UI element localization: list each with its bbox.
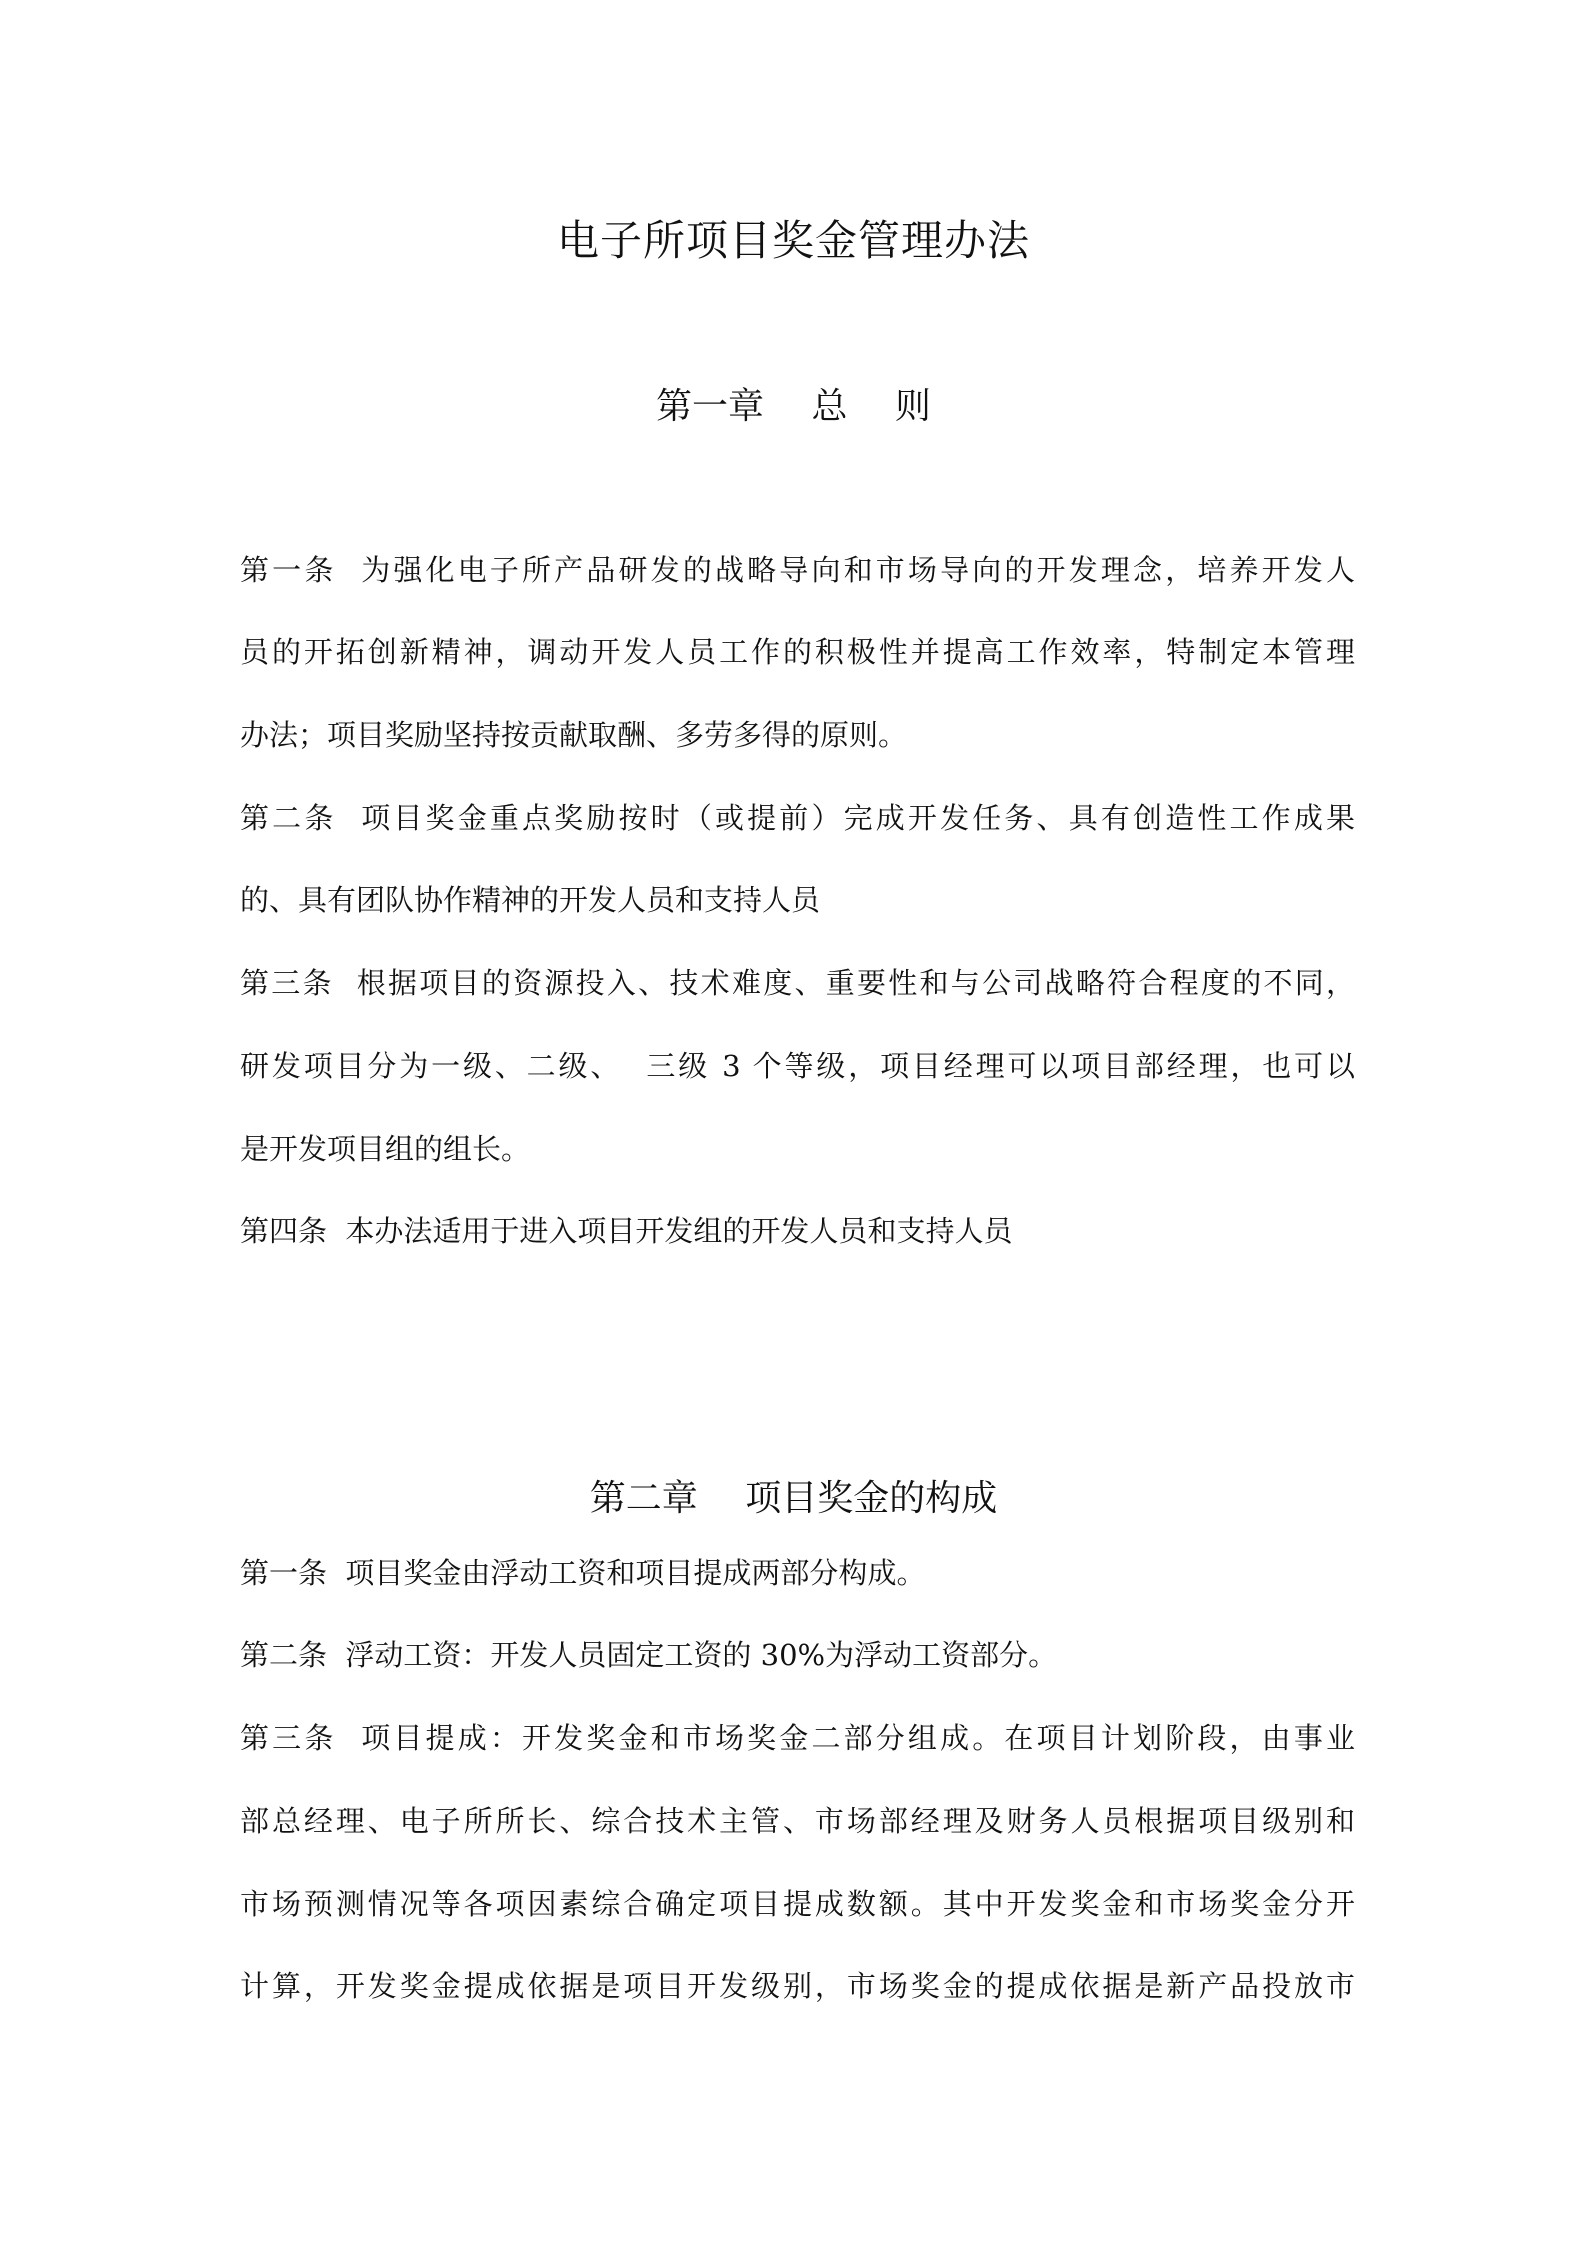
chapter-1-heading: 第一章 总 则 <box>656 386 931 427</box>
chapter-2-line: 第一条 项目奖金由浮动工资和项目提成两部分构成。 <box>240 1556 926 1590</box>
chapter-2-line: 计算，开发奖金提成依据是项目开发级别，市场奖金的提成依据是新产品投放市 <box>240 1969 1355 2003</box>
chapter-1-line: 是开发项目组的组长。 <box>240 1132 531 1166</box>
chapter-1-line: 第一条 为强化电子所产品研发的战略导向和市场导向的开发理念，培养开发人 <box>240 553 1355 587</box>
chapter-1-line: 研发项目分为一级、二级、 三级 3 个等级，项目经理可以项目部经理，也可以 <box>240 1049 1355 1083</box>
chapter-1-line: 第二条 项目奖金重点奖励按时（或提前）完成开发任务、具有创造性工作成果 <box>240 801 1355 835</box>
chapter-2-line: 市场预测情况等各项因素综合确定项目提成数额。其中开发奖金和市场奖金分开 <box>240 1887 1355 1921</box>
chapter-1-line: 员的开拓创新精神，调动开发人员工作的积极性并提高工作效率，特制定本管理 <box>240 635 1355 669</box>
document-title: 电子所项目奖金管理办法 <box>556 216 1030 265</box>
chapter-2-line: 第二条 浮动工资：开发人员固定工资的 30%为浮动工资部分。 <box>240 1638 1058 1672</box>
chapter-1-line: 第三条 根据项目的资源投入、技术难度、重要性和与公司战略符合程度的不同， <box>240 966 1355 1000</box>
chapter-2-line: 第三条 项目提成：开发奖金和市场奖金二部分组成。在项目计划阶段，由事业 <box>240 1721 1355 1755</box>
chapter-1-line: 第四条 本办法适用于进入项目开发组的开发人员和支持人员 <box>240 1214 1013 1248</box>
chapter-2-heading: 第二章 项目奖金的构成 <box>589 1478 998 1519</box>
chapter-1-line: 的、具有团队协作精神的开发人员和支持人员 <box>240 883 821 917</box>
chapter-2-line: 部总经理、电子所所长、综合技术主管、市场部经理及财务人员根据项目级别和 <box>240 1804 1355 1838</box>
chapter-1-line: 办法；项目奖励坚持按贡献取酬、多劳多得的原则。 <box>240 718 908 752</box>
